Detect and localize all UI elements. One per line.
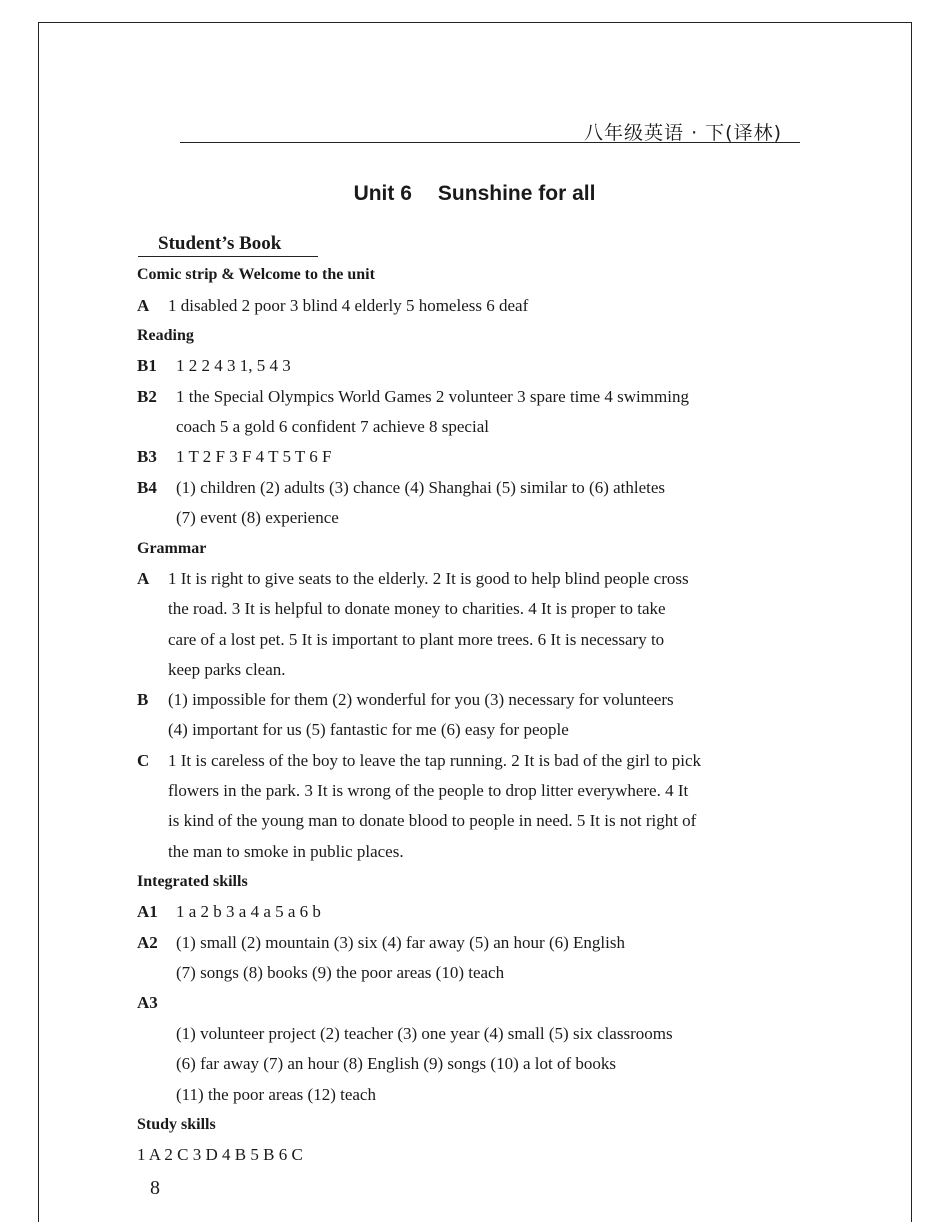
answer-line: 1 T 2 F 3 F 4 T 5 T 6 F — [176, 447, 332, 466]
answer-label: B1 — [137, 356, 157, 375]
answer-label: B4 — [137, 478, 157, 497]
section-heading-reading: Reading — [137, 327, 194, 344]
answer-line: (11) the poor areas (12) teach — [176, 1085, 376, 1104]
answer-label: A — [137, 569, 150, 588]
answer-line: (7) event (8) experience — [176, 508, 339, 527]
answer-label: B3 — [137, 447, 157, 466]
book-title-text: Student’s Book — [158, 233, 282, 254]
page-number: 8 — [150, 1177, 160, 1199]
answer-line: 1 A 2 C 3 D 4 B 5 B 6 C — [137, 1145, 303, 1164]
header-text: 八年级英语 · 下(译林) — [584, 122, 782, 144]
section-heading-grammar: Grammar — [137, 540, 207, 557]
answer-line: 1 a 2 b 3 a 4 a 5 a 6 b — [176, 902, 321, 921]
answer-line: keep parks clean. — [168, 660, 286, 679]
book-title — [138, 232, 318, 257]
answer-label: A — [137, 296, 150, 315]
answer-line: the road. 3 It is helpful to donate money to charities. 4 It is proper to take — [168, 599, 666, 618]
answer-label: A3 — [137, 993, 158, 1012]
answer-label: C — [137, 751, 150, 770]
section-heading-comic: Comic strip & Welcome to the unit — [137, 266, 375, 283]
answer-line: care of a lost pet. 5 It is important to plant more trees. 6 It is necessary to — [168, 630, 665, 649]
answer-label: A2 — [137, 933, 158, 952]
answer-line: (6) far away (7) an hour (8) English (9) songs (10) a lot of books — [176, 1054, 616, 1073]
section-heading-study: Study skills — [137, 1116, 216, 1133]
answer-line: 1 2 2 4 3 1, 5 4 3 — [176, 356, 291, 375]
answer-label: B — [137, 690, 149, 709]
answer-line: coach 5 a gold 6 confident 7 achieve 8 special — [176, 417, 489, 436]
answer-line: flowers in the park. 3 It is wrong of the people to drop litter everywhere. 4 It — [168, 781, 689, 800]
unit-number: Unit 6 — [353, 182, 412, 205]
unit-name: Sunshine for all — [437, 182, 596, 205]
answer-line: (1) small (2) mountain (3) six (4) far away (5) an hour (6) English — [176, 933, 625, 952]
answer-line: (1) volunteer project (2) teacher (3) one year (4) small (5) six classrooms — [176, 1024, 673, 1043]
answer-line: the man to smoke in public places. — [168, 842, 404, 861]
answer-label: A1 — [137, 902, 158, 921]
answer-line: 1 disabled 2 poor 3 blind 4 elderly 5 homeless 6 deaf — [168, 296, 529, 315]
answer-line: (1) impossible for them (2) wonderful for you (3) necessary for volunteers — [168, 690, 674, 709]
answer-line: (1) children (2) adults (3) chance (4) Shanghai (5) similar to (6) athletes — [176, 478, 666, 497]
answer-line: (4) important for us (5) fantastic for me (6) easy for people — [168, 720, 569, 739]
answer-line: 1 It is right to give seats to the elderly. 2 It is good to help blind people cross — [168, 569, 689, 588]
answer-line: 1 It is careless of the boy to leave the tap running. 2 It is bad of the girl to pick — [168, 751, 702, 770]
page-header — [180, 118, 800, 143]
answer-line: 1 the Special Olympics World Games 2 volunteer 3 spare time 4 swimming — [176, 387, 689, 406]
answer-line: (7) songs (8) books (9) the poor areas (10) teach — [176, 963, 505, 982]
answer-line: is kind of the young man to donate blood to people in need. 5 It is not right of — [168, 811, 697, 830]
answer-label: B2 — [137, 387, 157, 406]
unit-title — [0, 182, 949, 206]
section-heading-integrated: Integrated skills — [137, 873, 248, 890]
